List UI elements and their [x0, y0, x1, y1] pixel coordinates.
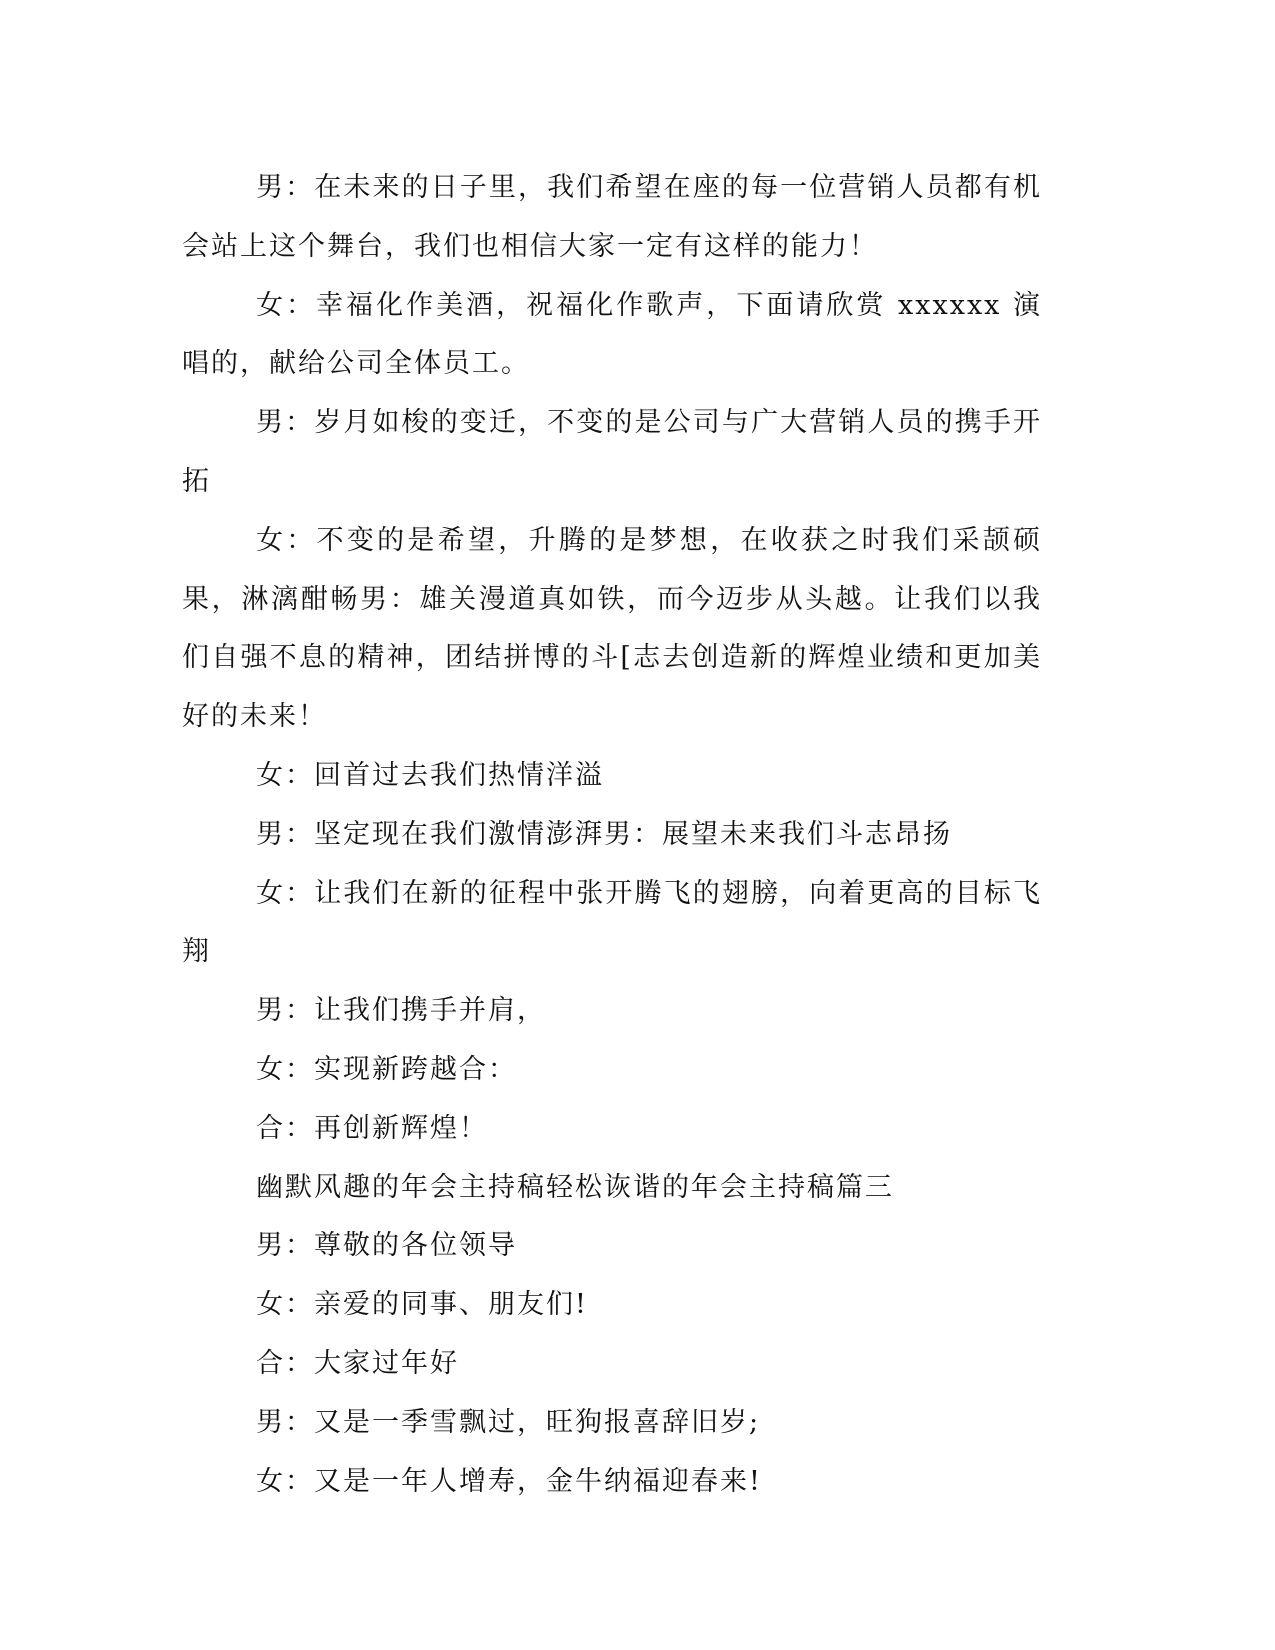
paragraph: 女：回首过去我们热情洋溢 — [256, 759, 604, 791]
paragraph: 男：在未来的日子里，我们希望在座的每一位营销人员都有机会站上这个舞台，我们也相信大家一定有这样的能力！ — [182, 172, 1042, 262]
paragraph: 女：让我们在新的征程中张开腾飞的翅膀，向着更高的目标飞翔 — [182, 877, 1042, 968]
paragraph: 女：幸福化作美酒，祝福化作歌声，下面请欣赏 xxxxxx 演唱的，献给公司全体员工。 — [182, 289, 1042, 380]
section-heading: 幽默风趣的年会主持稿轻松诙谐的年会主持稿篇三 — [256, 1171, 894, 1203]
paragraph: 女：亲爱的同事、朋友们! — [256, 1289, 588, 1321]
paragraph: 男：坚定现在我们激情澎湃男：展望未来我们斗志昂扬 — [256, 818, 952, 850]
paragraph: 合：再创新辉煌！ — [256, 1112, 488, 1144]
paragraph: 男：尊敬的各位领导 — [256, 1230, 517, 1262]
paragraph: 女：又是一年人增寿，金牛纳福迎春来! — [256, 1465, 762, 1497]
paragraph: 男：岁月如梭的变迁，不变的是公司与广大营销人员的携手开拓 — [182, 407, 1042, 497]
paragraph: 男：让我们携手并肩， — [256, 995, 546, 1027]
paragraph: 女：实现新跨越合： — [256, 1053, 517, 1085]
paragraph: 女：不变的是希望，升腾的是梦想，在收获之时我们采颉硕果，淋漓酣畅男：雄关漫道真如铁，而今迈步从头越。让我们以我们自强不息的精神，团结拼博的斗[志去创造新的辉煌业绩和更加美好的未来！ — [182, 524, 1042, 733]
paragraph: 男：又是一季雪飘过，旺狗报喜辞旧岁; — [256, 1406, 761, 1438]
document-body — [182, 159, 1042, 1511]
paragraph: 合：大家过年好 — [256, 1347, 459, 1379]
